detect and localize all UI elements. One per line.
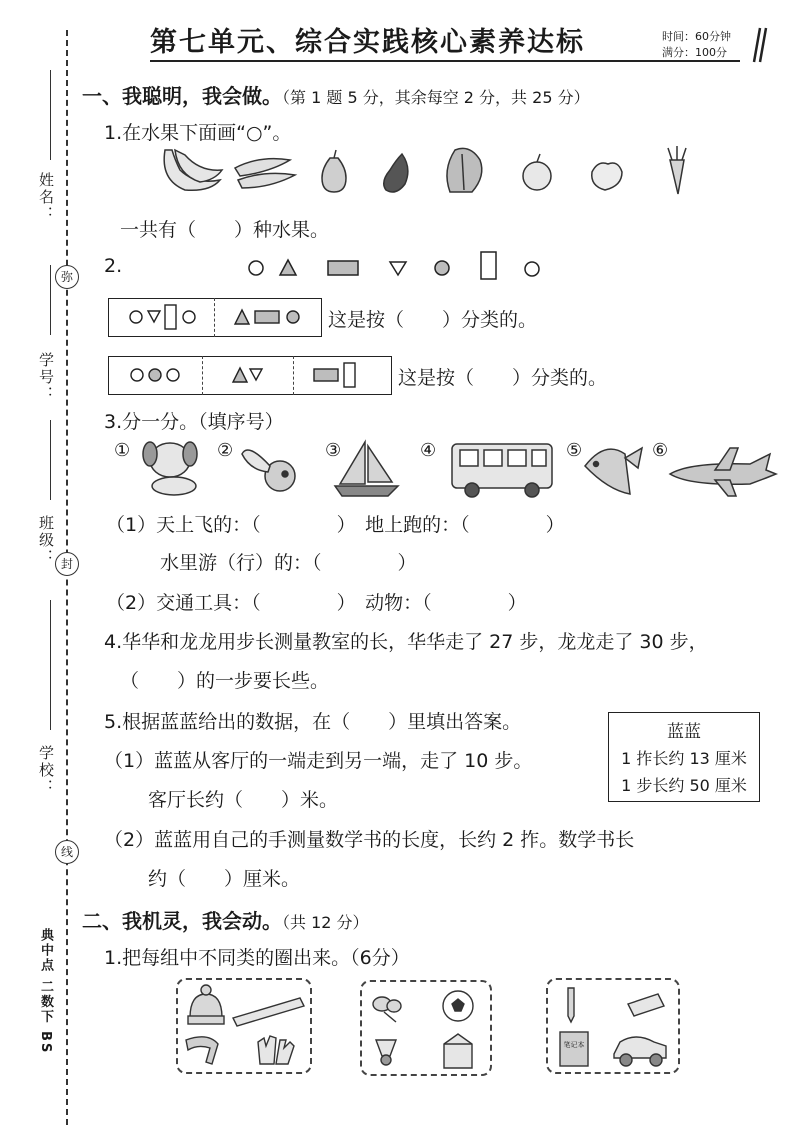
pear-icon: [322, 150, 346, 192]
gray-circle-shape: [435, 261, 449, 275]
student-no-blank-line: [50, 265, 51, 335]
circle-shape: [249, 261, 263, 275]
q3-num-6: ⑥: [652, 440, 669, 461]
seal-xian: 线: [55, 840, 79, 864]
q3-line-1: （1）天上飞的：（ ） 地上跑的：（ ）: [106, 514, 565, 536]
q3-num-4: ④: [420, 440, 437, 461]
cabbage-icon: [447, 148, 482, 192]
gloves-icon: [258, 1036, 294, 1064]
q2-shapes-row: [240, 250, 550, 286]
carrot-icon: [668, 146, 686, 194]
q1-label: 1.在水果下面画“○”。: [104, 122, 292, 144]
scarf-icon: [186, 1037, 218, 1064]
q2-box2-shapes: [110, 358, 390, 392]
seal-mi: 弥: [55, 265, 79, 289]
q3-num-2: ②: [217, 440, 234, 461]
eraser-icon: [628, 994, 664, 1016]
school-label: 学校：: [37, 745, 55, 796]
lanlan-card-title: 蓝蓝: [667, 722, 701, 742]
q3-line-3: （2）交通工具：（ ） 动物：（ ）: [106, 592, 527, 614]
q2-row2-text: 这是按（ ）分类的。: [398, 367, 608, 389]
pencil-icon: [568, 988, 574, 1022]
notebook-label: 笔记本: [563, 1041, 585, 1049]
q5-sub2-a: （2）蓝蓝用自己的手测量数学书的长度，长约 2 拃。数学书长: [104, 829, 635, 851]
circle-shape: [525, 262, 539, 276]
seal-feng: 封: [55, 552, 79, 576]
q3-num-1: ①: [114, 440, 131, 461]
brand-label: 典中点 二数下 BS: [38, 928, 53, 1055]
apple-icon: [523, 154, 551, 190]
school-blank-line: [50, 600, 51, 730]
knit-hat-icon: [188, 985, 224, 1024]
q5-sub1-b: 客厅长约（ ）米。: [148, 789, 339, 811]
triangle-shape: [280, 260, 296, 275]
student-no-label: 学号：: [37, 352, 55, 403]
shuttlecock-racket-icon: [373, 997, 401, 1022]
title-underline: [150, 60, 740, 62]
lanlan-card-step: 1 步长约 50 厘米: [621, 776, 747, 795]
page-title: 第七单元、综合实践核心素养达标: [150, 27, 585, 58]
q5-sub1-a: （1）蓝蓝从客厅的一端走到另一端，走了 10 步。: [104, 750, 533, 772]
time-limit: 时间：60分钟: [662, 30, 731, 43]
binding-cut-line: [66, 30, 68, 1125]
milk-carton-icon: [444, 1034, 472, 1068]
q3-num-3: ③: [325, 440, 342, 461]
name-blank-line: [50, 70, 51, 160]
header-slash-marks: [748, 26, 770, 64]
banana-icon: [164, 150, 222, 190]
q3-line-2: 水里游（行）的：（ ）: [160, 552, 417, 574]
tall-rectangle-shape: [481, 252, 496, 279]
peach-icon: [592, 163, 622, 190]
puppy-icon: [143, 442, 197, 495]
sailboat-icon: [335, 442, 398, 496]
section2-heading: 二、我机灵，我会动。: [82, 909, 282, 933]
toy-car-icon: [614, 1037, 666, 1066]
fighter-jet-icon: [670, 448, 776, 496]
q3-pictures-row: [130, 434, 780, 500]
rectangle-shape: [328, 261, 358, 275]
group-1-items: [178, 980, 308, 1070]
soccer-ball-icon: [443, 991, 473, 1021]
q1-answer-line: 一共有（ ）种水果。: [120, 219, 330, 241]
badminton-shuttle-icon: [376, 1040, 396, 1065]
bus-icon: [452, 444, 552, 497]
lanlan-card-span: 1 拃长约 13 厘米: [621, 749, 747, 768]
q4-line-1: 4.华华和龙龙用步长测量教室的长，华华走了 27 步，龙龙走了 30 步，: [104, 631, 708, 653]
section1-heading: 一、我聪明，我会做。: [82, 84, 282, 108]
section1-header: [82, 80, 590, 109]
group-2-items: [362, 982, 488, 1072]
class-blank-line: [50, 420, 51, 500]
full-score: 满分：100分: [662, 46, 727, 59]
q5-sub2-b: 约（ ）厘米。: [148, 868, 301, 890]
section2-note: （共 12 分）: [282, 913, 369, 932]
q2-row1-text: 这是按（ ）分类的。: [328, 309, 538, 331]
q2-label: 2.: [104, 255, 123, 277]
section2-header: [82, 905, 369, 934]
q5-line-1: 5.根据蓝蓝给出的数据，在（ ）里填出答案。: [104, 711, 522, 733]
q2-box1-shapes: [110, 300, 320, 334]
fish-icon: [585, 448, 642, 494]
name-label: 姓名：: [37, 172, 55, 223]
section2-q1-label: 1.把每组中不同类的圈出来。（6分）: [104, 947, 410, 969]
eggplant-icon: [384, 154, 408, 192]
group-3-items: [548, 980, 676, 1070]
q1-items-row: [150, 140, 710, 200]
q4-line-2: （ ）的一步要长些。: [120, 670, 330, 692]
inverted-triangle-shape: [390, 262, 406, 275]
q3-num-5: ⑤: [566, 440, 583, 461]
q3-label: 3.分一分。（填序号）: [104, 411, 284, 433]
pea-pod-icon: [235, 159, 295, 188]
section1-note: （第 1 题 5 分，其余每空 2 分，共 25 分）: [282, 88, 590, 107]
ruler-icon: [233, 998, 304, 1026]
bird-icon: [242, 450, 295, 491]
lanlan-info-card: [608, 712, 760, 802]
class-label: 班级：: [37, 515, 55, 566]
